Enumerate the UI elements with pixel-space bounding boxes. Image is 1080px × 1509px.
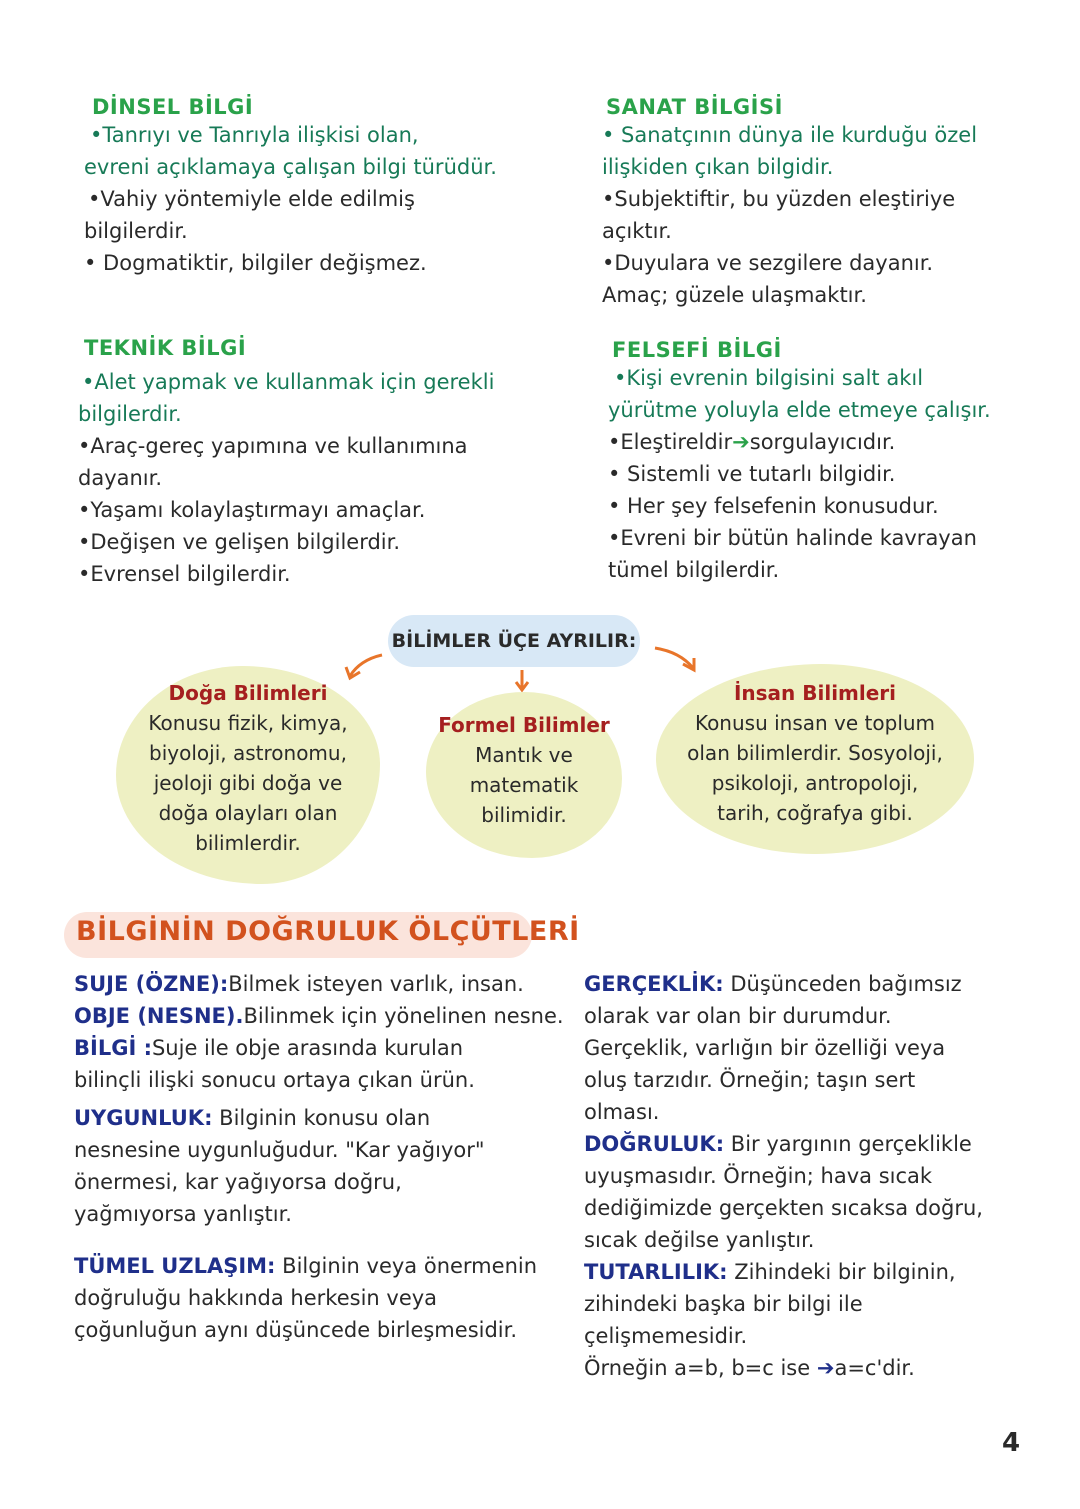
doga-title: Doğa Bilimleri: [168, 681, 328, 705]
formel-line: bilimidir.: [481, 803, 567, 827]
insan-line: Konusu insan ve toplum: [694, 711, 936, 735]
insan-line: psikoloji, antropoloji,: [711, 771, 919, 795]
sanat-line: Amaç; güzele ulaşmaktır.: [602, 283, 867, 307]
tumel-cont: doğruluğu hakkında herkesin veya: [74, 1286, 438, 1310]
gerceklik-cont: Gerçeklik, varlığın bir özelliği veya: [584, 1036, 946, 1060]
tumel-term: TÜMEL UZLAŞIM:: [74, 1254, 276, 1278]
bilimler-header: BİLİMLER ÜÇE AYRILIR:: [388, 615, 640, 667]
arrow-right-blue-icon: ➔: [816, 1356, 835, 1380]
insan-title: İnsan Bilimleri: [733, 681, 897, 705]
bilgi-term: BİLGİ :: [74, 1036, 152, 1060]
doga-line: Konusu fizik, kimya,: [148, 711, 348, 735]
formel-title: Formel Bilimler: [438, 713, 610, 737]
bilgi-cont: bilinçli ilişki sonucu ortaya çıkan ürün.: [74, 1068, 475, 1092]
suje-term: SUJE (ÖZNE):: [74, 972, 229, 996]
tumel-text: Bilginin veya önermenin: [282, 1254, 538, 1278]
gerceklik-text: Düşünceden bağımsız: [730, 972, 962, 996]
sanat-title: SANAT BİLGİSİ: [606, 95, 783, 119]
olcutler-title: BİLGİNİN DOĞRULUK ÖLÇÜTLERİ: [76, 916, 580, 947]
gerceklik-cont: olması.: [584, 1100, 660, 1124]
dinsel-line: • Dogmatiktir, bilgiler değişmez.: [84, 251, 427, 275]
olcutler-left-column: [74, 968, 564, 1346]
dogruluk-text: Bir yargının gerçeklikle: [730, 1132, 972, 1156]
insan-bilimleri-blob: [656, 664, 974, 854]
felsefi-section: [608, 338, 991, 586]
sanat-line: •Subjektiftir, bu yüzden eleştiriye: [602, 187, 956, 211]
obje-term: OBJE (NESNE).: [74, 1004, 244, 1028]
uygunluk-cont: yağmıyorsa yanlıştır.: [74, 1202, 292, 1226]
dogruluk-cont: dediğimizde gerçekten sıcaksa doğru,: [584, 1196, 983, 1220]
tutarlilik-term: TUTARLILIK:: [584, 1260, 728, 1284]
suje-text: Bilmek isteyen varlık, insan.: [228, 972, 524, 996]
felsefi-line: yürütme yoluyla elde etmeye çalışır.: [608, 398, 991, 422]
dinsel-line: evreni açıklamaya çalışan bilgi türüdür.: [84, 155, 497, 179]
olcutler-right-column: [584, 968, 983, 1384]
dogruluk-term: DOĞRULUK:: [584, 1132, 725, 1156]
felsefi-sorgulayici: sorgulayıcıdır.: [749, 430, 896, 454]
page-number: 4: [1002, 1428, 1021, 1458]
arrow-right-green-icon: ➔: [732, 430, 750, 454]
dinsel-title: DİNSEL BİLGİ: [92, 95, 254, 119]
insan-line: olan bilimlerdir. Sosyoloji,: [687, 741, 943, 765]
gerceklik-term: GERÇEKLİK:: [584, 972, 724, 996]
teknik-line: •Yaşamı kolaylaştırmayı amaçlar.: [78, 498, 426, 522]
sanat-line: ilişkiden çıkan bilgidir.: [602, 155, 834, 179]
bilgi-text: Suje ile obje arasında kurulan: [151, 1036, 464, 1060]
felsefi-line: • Her şey felsefenin konusudur.: [608, 494, 939, 518]
insan-line: tarih, coğrafya gibi.: [717, 801, 913, 825]
formel-line: Mantık ve: [475, 743, 573, 767]
formel-line: matematik: [469, 773, 579, 797]
teknik-line: •Evrensel bilgilerdir.: [78, 562, 291, 586]
uygunluk-cont: önermesi, kar yağıyorsa doğru,: [74, 1170, 402, 1194]
teknik-line: •Araç-gereç yapımına ve kullanımına: [78, 434, 468, 458]
teknik-line: bilgilerdir.: [78, 402, 182, 426]
doga-line: doğa olayları olan: [158, 801, 338, 825]
gerceklik-cont: olarak var olan bir durumdur.: [584, 1004, 892, 1028]
sanat-line: açıktır.: [602, 219, 672, 243]
teknik-line: •Alet yapmak ve kullanmak için gerekli: [82, 370, 495, 394]
tutarlilik-text: Zihindeki bir bilginin,: [734, 1260, 956, 1284]
dinsel-line: bilgilerdir.: [84, 219, 188, 243]
sanat-line: •Duyulara ve sezgilere dayanır.: [602, 251, 934, 275]
uygunluk-term: UYGUNLUK:: [74, 1106, 213, 1130]
sanat-line: • Sanatçının dünya ile kurduğu özel: [602, 123, 978, 147]
doga-bilimleri-blob: [116, 666, 380, 884]
tutarlilik-example-b: a=c'dir.: [834, 1356, 915, 1380]
arrow-left-icon: [350, 655, 382, 676]
dinsel-section: [84, 95, 497, 279]
teknik-title: TEKNİK BİLGİ: [84, 336, 247, 360]
felsefi-line: •Kişi evrenin bilgisini salt akıl: [614, 366, 924, 390]
uygunluk-text: Bilginin konusu olan: [219, 1106, 431, 1130]
felsefi-line: • Sistemli ve tutarlı bilgidir.: [608, 462, 896, 486]
felsefi-elestirel: •Eleştireldir: [608, 430, 733, 454]
felsefi-title: FELSEFİ BİLGİ: [612, 338, 782, 362]
felsefi-line: •Evreni bir bütün halinde kavrayan: [608, 526, 977, 550]
tutarlilik-example-a: Örneğin a=b, b=c ise: [584, 1356, 811, 1380]
teknik-line: dayanır.: [78, 466, 163, 490]
dogruluk-cont: sıcak değilse yanlıştır.: [584, 1228, 815, 1252]
tutarlilik-cont: çelişmemesidir.: [584, 1324, 748, 1348]
felsefi-line: [608, 426, 991, 458]
doga-line: bilimlerdir.: [195, 831, 301, 855]
uygunluk-cont: nesnesine uygunluğudur. "Kar yağıyor": [74, 1138, 485, 1162]
sanat-section: [602, 95, 977, 311]
felsefi-line: tümel bilgilerdir.: [608, 558, 780, 582]
tumel-cont: çoğunluğun aynı düşüncede birleşmesidir.: [74, 1318, 518, 1342]
dinsel-line: •Tanrıyı ve Tanrıyla ilişkisi olan,: [90, 123, 419, 147]
teknik-line: •Değişen ve gelişen bilgilerdir.: [78, 530, 401, 554]
dogruluk-cont: uyuşmasıdır. Örneğin; hava sıcak: [584, 1164, 933, 1188]
doga-line: jeoloji gibi doğa ve: [153, 771, 343, 795]
tutarlilik-cont: zihindeki başka bir bilgi ile: [584, 1292, 863, 1316]
obje-text: Bilinmek için yönelinen nesne.: [243, 1004, 564, 1028]
teknik-section: [78, 336, 494, 590]
doga-line: biyoloji, astronomu,: [149, 741, 347, 765]
gerceklik-cont: oluş tarzıdır. Örneğin; taşın sert: [584, 1068, 916, 1092]
dinsel-line: •Vahiy yöntemiyle elde edilmiş: [88, 187, 415, 211]
